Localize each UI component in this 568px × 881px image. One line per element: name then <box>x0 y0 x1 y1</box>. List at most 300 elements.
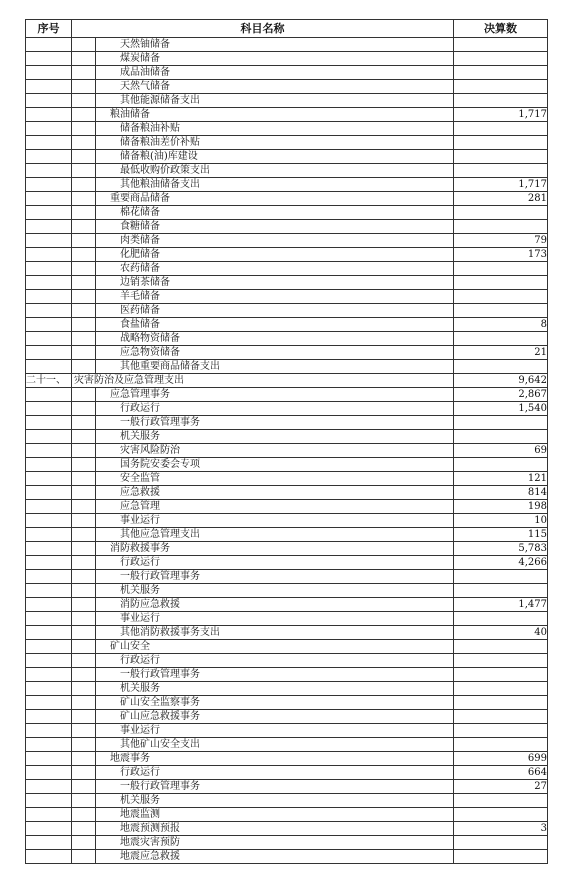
row-indent-cell <box>72 794 96 808</box>
row-indent-cell <box>72 346 96 360</box>
table-header <box>26 20 548 38</box>
row-name: 应急救援 <box>96 486 454 500</box>
row-indent-cell <box>72 668 96 682</box>
row-amount: 21 <box>454 346 548 360</box>
table-row <box>26 668 548 682</box>
row-indent-cell <box>72 780 96 794</box>
row-name: 一般行政管理事务 <box>96 780 454 794</box>
table-row <box>26 710 548 724</box>
table-row <box>26 486 548 500</box>
row-amount: 10 <box>454 514 548 528</box>
table-row <box>26 808 548 822</box>
row-amount: 27 <box>454 780 548 794</box>
row-name: 安全监管 <box>96 472 454 486</box>
row-indent-cell <box>72 486 96 500</box>
row-name: 应急管理 <box>96 500 454 514</box>
row-name: 事业运行 <box>96 514 454 528</box>
row-seq <box>26 248 72 262</box>
row-amount <box>454 654 548 668</box>
row-name: 食糖储备 <box>96 220 454 234</box>
table-row <box>26 850 548 864</box>
row-amount <box>454 150 548 164</box>
row-name: 其他矿山安全支出 <box>96 738 454 752</box>
row-amount <box>454 304 548 318</box>
row-name: 事业运行 <box>96 612 454 626</box>
table-row <box>26 724 548 738</box>
table-row <box>26 458 548 472</box>
table-row <box>26 780 548 794</box>
row-name: 机关服务 <box>96 682 454 696</box>
row-indent-cell <box>72 682 96 696</box>
row-indent-cell <box>72 318 96 332</box>
table-row <box>26 332 548 346</box>
header-amount: 决算数 <box>454 20 548 38</box>
row-amount <box>454 724 548 738</box>
row-indent-cell <box>72 192 96 206</box>
row-amount: 8 <box>454 318 548 332</box>
row-seq <box>26 850 72 864</box>
row-name: 灾害防治及应急管理支出 <box>72 374 454 388</box>
row-amount <box>454 80 548 94</box>
row-seq <box>26 178 72 192</box>
row-indent-cell <box>72 248 96 262</box>
row-seq <box>26 332 72 346</box>
row-indent-cell <box>72 612 96 626</box>
row-amount <box>454 458 548 472</box>
row-seq <box>26 822 72 836</box>
table-row <box>26 794 548 808</box>
row-seq <box>26 94 72 108</box>
row-amount <box>454 38 548 52</box>
row-name: 矿山应急救援事务 <box>96 710 454 724</box>
row-amount: 40 <box>454 626 548 640</box>
row-amount <box>454 584 548 598</box>
row-amount <box>454 262 548 276</box>
table-row <box>26 206 548 220</box>
row-indent-cell <box>72 570 96 584</box>
row-seq <box>26 598 72 612</box>
row-indent-cell <box>72 472 96 486</box>
row-name: 地震应急救援 <box>96 850 454 864</box>
header-row <box>26 20 548 38</box>
row-indent-cell <box>72 206 96 220</box>
row-seq <box>26 472 72 486</box>
row-indent-cell <box>72 738 96 752</box>
row-indent-cell <box>72 178 96 192</box>
row-name: 其他能源储备支出 <box>96 94 454 108</box>
row-indent-cell <box>72 458 96 472</box>
row-amount <box>454 416 548 430</box>
row-name: 储备粮油差价补贴 <box>96 136 454 150</box>
row-seq <box>26 668 72 682</box>
table-row <box>26 570 548 584</box>
row-indent-cell <box>72 332 96 346</box>
table-row <box>26 752 548 766</box>
table-row <box>26 682 548 696</box>
row-seq <box>26 556 72 570</box>
table-row <box>26 822 548 836</box>
table-row <box>26 514 548 528</box>
row-name: 事业运行 <box>96 724 454 738</box>
table-row <box>26 584 548 598</box>
row-indent-cell <box>72 388 96 402</box>
row-seq <box>26 766 72 780</box>
table-row <box>26 304 548 318</box>
row-amount <box>454 710 548 724</box>
row-name: 天然气储备 <box>96 80 454 94</box>
row-seq <box>26 654 72 668</box>
row-amount <box>454 164 548 178</box>
table-row <box>26 402 548 416</box>
row-seq <box>26 724 72 738</box>
row-name: 农药储备 <box>96 262 454 276</box>
row-amount: 1,717 <box>454 108 548 122</box>
row-amount <box>454 66 548 80</box>
table-body <box>26 38 548 864</box>
row-amount: 281 <box>454 192 548 206</box>
row-name: 应急管理事务 <box>96 388 454 402</box>
row-indent-cell <box>72 66 96 80</box>
row-amount: 9,642 <box>454 374 548 388</box>
row-indent-cell <box>72 640 96 654</box>
row-name: 羊毛储备 <box>96 290 454 304</box>
table-row <box>26 374 548 388</box>
row-name: 成品油储备 <box>96 66 454 80</box>
row-seq <box>26 738 72 752</box>
row-name: 地震事务 <box>96 752 454 766</box>
row-amount: 1,717 <box>454 178 548 192</box>
row-name: 国务院安委会专项 <box>96 458 454 472</box>
row-name: 矿山安全 <box>96 640 454 654</box>
row-seq <box>26 794 72 808</box>
table-row <box>26 262 548 276</box>
table-row <box>26 444 548 458</box>
row-amount: 4,266 <box>454 556 548 570</box>
row-amount <box>454 808 548 822</box>
table-row <box>26 248 548 262</box>
table-row <box>26 164 548 178</box>
table-row <box>26 220 548 234</box>
table-row <box>26 654 548 668</box>
row-amount: 198 <box>454 500 548 514</box>
row-name: 其他应急管理支出 <box>96 528 454 542</box>
table-row <box>26 598 548 612</box>
table-row <box>26 836 548 850</box>
row-name: 一般行政管理事务 <box>96 668 454 682</box>
table-row <box>26 738 548 752</box>
row-amount <box>454 682 548 696</box>
row-indent-cell <box>72 108 96 122</box>
row-seq <box>26 234 72 248</box>
row-name: 消防救援事务 <box>96 542 454 556</box>
table-row <box>26 52 548 66</box>
row-indent-cell <box>72 500 96 514</box>
row-seq <box>26 304 72 318</box>
table-row <box>26 94 548 108</box>
table-row <box>26 38 548 52</box>
row-name: 战略物资储备 <box>96 332 454 346</box>
row-name: 储备粮油补贴 <box>96 122 454 136</box>
row-seq <box>26 416 72 430</box>
row-indent-cell <box>72 444 96 458</box>
row-amount <box>454 850 548 864</box>
row-amount <box>454 332 548 346</box>
row-seq <box>26 136 72 150</box>
row-indent-cell <box>72 808 96 822</box>
row-seq <box>26 52 72 66</box>
row-indent-cell <box>72 276 96 290</box>
row-name: 消防应急救援 <box>96 598 454 612</box>
row-seq <box>26 808 72 822</box>
row-amount <box>454 738 548 752</box>
row-indent-cell <box>72 836 96 850</box>
row-name: 一般行政管理事务 <box>96 570 454 584</box>
row-amount: 5,783 <box>454 542 548 556</box>
row-name: 一般行政管理事务 <box>96 416 454 430</box>
row-indent-cell <box>72 822 96 836</box>
row-name: 边销茶储备 <box>96 276 454 290</box>
row-amount <box>454 360 548 374</box>
row-amount <box>454 276 548 290</box>
row-amount: 173 <box>454 248 548 262</box>
row-indent-cell <box>72 290 96 304</box>
table-row <box>26 192 548 206</box>
row-indent-cell <box>72 360 96 374</box>
row-seq <box>26 66 72 80</box>
table-row <box>26 66 548 80</box>
table-row <box>26 500 548 514</box>
row-seq <box>26 150 72 164</box>
row-seq <box>26 500 72 514</box>
row-amount <box>454 52 548 66</box>
row-seq <box>26 612 72 626</box>
row-amount <box>454 430 548 444</box>
row-seq <box>26 514 72 528</box>
row-indent-cell <box>72 430 96 444</box>
table-row <box>26 80 548 94</box>
row-indent-cell <box>72 654 96 668</box>
row-amount: 1,540 <box>454 402 548 416</box>
row-seq <box>26 626 72 640</box>
table-row <box>26 626 548 640</box>
row-amount <box>454 640 548 654</box>
row-name: 地震监测 <box>96 808 454 822</box>
row-seq <box>26 444 72 458</box>
row-seq <box>26 206 72 220</box>
table-row <box>26 234 548 248</box>
row-indent-cell <box>72 52 96 66</box>
row-indent-cell <box>72 724 96 738</box>
table-row <box>26 640 548 654</box>
row-indent-cell <box>72 220 96 234</box>
row-amount: 69 <box>454 444 548 458</box>
row-seq <box>26 780 72 794</box>
row-name: 行政运行 <box>96 402 454 416</box>
row-amount <box>454 836 548 850</box>
row-indent-cell <box>72 122 96 136</box>
row-name: 肉类储备 <box>96 234 454 248</box>
row-name: 最低收购价政策支出 <box>96 164 454 178</box>
row-indent-cell <box>72 304 96 318</box>
table-row <box>26 696 548 710</box>
row-amount: 664 <box>454 766 548 780</box>
row-indent-cell <box>72 556 96 570</box>
row-indent-cell <box>72 514 96 528</box>
row-indent-cell <box>72 402 96 416</box>
table-row <box>26 612 548 626</box>
row-name: 棉花储备 <box>96 206 454 220</box>
table-row <box>26 360 548 374</box>
row-seq <box>26 486 72 500</box>
row-indent-cell <box>72 598 96 612</box>
row-amount <box>454 122 548 136</box>
row-indent-cell <box>72 752 96 766</box>
row-seq: 二十一、 <box>26 374 72 388</box>
row-amount <box>454 290 548 304</box>
row-seq <box>26 276 72 290</box>
table-row <box>26 416 548 430</box>
row-indent-cell <box>72 416 96 430</box>
row-amount <box>454 94 548 108</box>
row-seq <box>26 402 72 416</box>
table-row <box>26 766 548 780</box>
row-indent-cell <box>72 38 96 52</box>
row-indent-cell <box>72 584 96 598</box>
row-name: 机关服务 <box>96 794 454 808</box>
row-seq <box>26 388 72 402</box>
table-row <box>26 528 548 542</box>
row-seq <box>26 346 72 360</box>
row-seq <box>26 220 72 234</box>
row-indent-cell <box>72 766 96 780</box>
row-seq <box>26 164 72 178</box>
row-seq <box>26 38 72 52</box>
row-name: 行政运行 <box>96 766 454 780</box>
table-row <box>26 178 548 192</box>
row-seq <box>26 108 72 122</box>
row-seq <box>26 640 72 654</box>
row-seq <box>26 290 72 304</box>
row-amount <box>454 794 548 808</box>
table-row <box>26 556 548 570</box>
row-seq <box>26 80 72 94</box>
row-seq <box>26 528 72 542</box>
header-seq: 序号 <box>26 20 72 38</box>
row-name: 行政运行 <box>96 556 454 570</box>
table-row <box>26 108 548 122</box>
row-amount <box>454 612 548 626</box>
row-name: 应急物资储备 <box>96 346 454 360</box>
row-name: 医药储备 <box>96 304 454 318</box>
row-seq <box>26 570 72 584</box>
row-seq <box>26 710 72 724</box>
row-indent-cell <box>72 626 96 640</box>
table-row <box>26 136 548 150</box>
row-seq <box>26 752 72 766</box>
row-name: 天然铀储备 <box>96 38 454 52</box>
row-name: 地震灾害预防 <box>96 836 454 850</box>
table-row <box>26 122 548 136</box>
row-seq <box>26 262 72 276</box>
table-row <box>26 542 548 556</box>
row-name: 其他消防救援事务支出 <box>96 626 454 640</box>
row-name: 矿山安全监察事务 <box>96 696 454 710</box>
row-seq <box>26 836 72 850</box>
table-row <box>26 150 548 164</box>
row-name: 重要商品储备 <box>96 192 454 206</box>
row-amount <box>454 668 548 682</box>
row-seq <box>26 458 72 472</box>
row-name: 食盐储备 <box>96 318 454 332</box>
row-name: 机关服务 <box>96 430 454 444</box>
row-indent-cell <box>72 710 96 724</box>
table-row <box>26 472 548 486</box>
row-seq <box>26 318 72 332</box>
row-amount: 121 <box>454 472 548 486</box>
row-seq <box>26 122 72 136</box>
row-seq <box>26 682 72 696</box>
table-row <box>26 290 548 304</box>
row-indent-cell <box>72 234 96 248</box>
row-name: 化肥储备 <box>96 248 454 262</box>
row-name: 机关服务 <box>96 584 454 598</box>
row-indent-cell <box>72 262 96 276</box>
row-amount: 1,477 <box>454 598 548 612</box>
table-row <box>26 318 548 332</box>
row-name: 粮油储备 <box>96 108 454 122</box>
row-seq <box>26 430 72 444</box>
row-indent-cell <box>72 542 96 556</box>
row-amount: 814 <box>454 486 548 500</box>
row-name: 其他重要商品储备支出 <box>96 360 454 374</box>
row-indent-cell <box>72 150 96 164</box>
row-name: 地震预测预报 <box>96 822 454 836</box>
budget-table <box>25 19 548 864</box>
row-seq <box>26 360 72 374</box>
row-amount: 3 <box>454 822 548 836</box>
row-indent-cell <box>72 164 96 178</box>
header-name: 科目名称 <box>72 20 454 38</box>
row-amount: 79 <box>454 234 548 248</box>
row-seq <box>26 542 72 556</box>
row-amount <box>454 570 548 584</box>
row-amount: 115 <box>454 528 548 542</box>
row-name: 行政运行 <box>96 654 454 668</box>
row-name: 煤炭储备 <box>96 52 454 66</box>
row-name: 其他粮油储备支出 <box>96 178 454 192</box>
table-row <box>26 346 548 360</box>
row-indent-cell <box>72 94 96 108</box>
row-seq <box>26 696 72 710</box>
row-amount: 2,867 <box>454 388 548 402</box>
row-name: 灾害风险防治 <box>96 444 454 458</box>
row-amount: 699 <box>454 752 548 766</box>
row-amount <box>454 206 548 220</box>
row-name: 储备粮(油)库建设 <box>96 150 454 164</box>
row-amount <box>454 220 548 234</box>
table-row <box>26 276 548 290</box>
row-seq <box>26 192 72 206</box>
row-indent-cell <box>72 528 96 542</box>
row-indent-cell <box>72 136 96 150</box>
row-seq <box>26 584 72 598</box>
table-row <box>26 430 548 444</box>
row-indent-cell <box>72 696 96 710</box>
row-amount <box>454 696 548 710</box>
row-indent-cell <box>72 850 96 864</box>
row-indent-cell <box>72 80 96 94</box>
table-row <box>26 388 548 402</box>
